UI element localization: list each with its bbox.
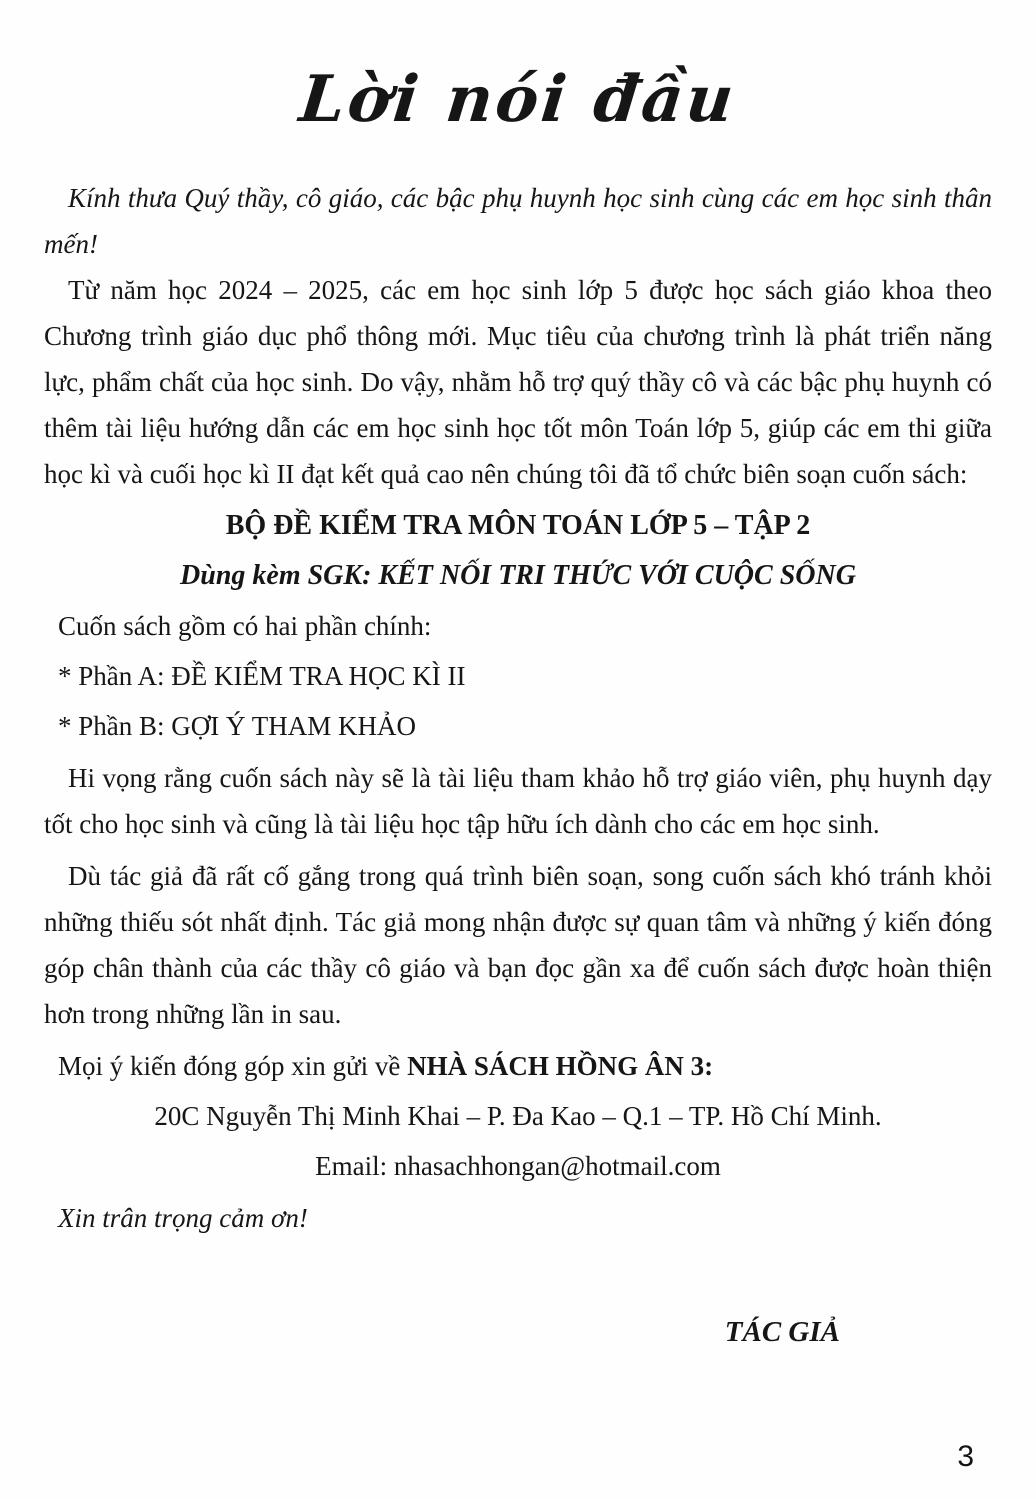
book-subtitle: Dùng kèm SGK: KẾT NỐI TRI THỨC VỚI CUỘC SỐNG: [180, 560, 856, 591]
parts-intro: Cuốn sách gồm có hai phần chính:: [58, 611, 432, 641]
closing-line: Xin trân trọng cảm ơn!: [58, 1203, 308, 1233]
bookstore-name: NHÀ SÁCH HỒNG ÂN 3:: [407, 1051, 714, 1081]
disclaimer-paragraph: Dù tác giả đã rất cố gắng trong quá trình biên soạn, song cuốn sách khó tránh khỏi những thiếu sót nhất định. Tác giả mong nhận được sự quan tâm và những ý kiến đóng góp chân thành của các thầy cô giáo và bạn đọc gần xa để cuốn sách được hoàn thiện hơn trong những lần in sau.: [44, 861, 992, 1029]
preface-heading: Lời nói đầu: [296, 62, 740, 137]
feedback-prefix: Mọi ý kiến đóng góp xin gửi về: [58, 1051, 408, 1081]
part-b-item: * Phần B: GỢI Ý THAM KHẢO: [58, 711, 417, 741]
intro-paragraph: Từ năm học 2024 – 2025, các em học sinh lớp 5 được học sách giáo khoa theo Chương trình giáo dục phổ thông mới. Mục tiêu của chương trình là phát triển năng lực, phẩm chất của học sinh. Do vậy, nhằm hỗ trợ quý thầy cô và các bậc phụ huynh có thêm tài liệu hướng dẫn các em học sinh học tốt môn Toán lớp 5, giúp các em thi giữa học kì và cuối học kì II đạt kết quả cao nên chúng tôi đã tổ chức biên soạn cuốn sách:: [44, 275, 992, 489]
address-line: 20C Nguyễn Thị Minh Khai – P. Đa Kao – Q.1 – TP. Hồ Chí Minh.: [154, 1101, 882, 1131]
author-signature: TÁC GIẢ: [724, 1316, 840, 1348]
book-title: BỘ ĐỀ KIỂM TRA MÔN TOÁN LỚP 5 – TẬP 2: [225, 510, 811, 541]
page-content: [44, 0, 992, 1355]
email-line: Email: nhasachhongan@hotmail.com: [315, 1151, 721, 1181]
feedback-line: [44, 1043, 992, 1089]
salutation-paragraph: Kính thưa Quý thầy, cô giáo, các bậc phụ huynh học sinh cùng các em học sinh thân mến!: [44, 183, 992, 259]
hope-paragraph: Hi vọng rằng cuốn sách này sẽ là tài liệu tham khảo hỗ trợ giáo viên, phụ huynh dạy tốt cho học sinh và cũng là tài liệu học tập hữu ích dành cho các em học sinh.: [44, 763, 992, 839]
page-number: 3: [957, 1440, 974, 1473]
part-a-item: * Phần A: ĐỀ KIỂM TRA HỌC KÌ II: [58, 661, 466, 691]
